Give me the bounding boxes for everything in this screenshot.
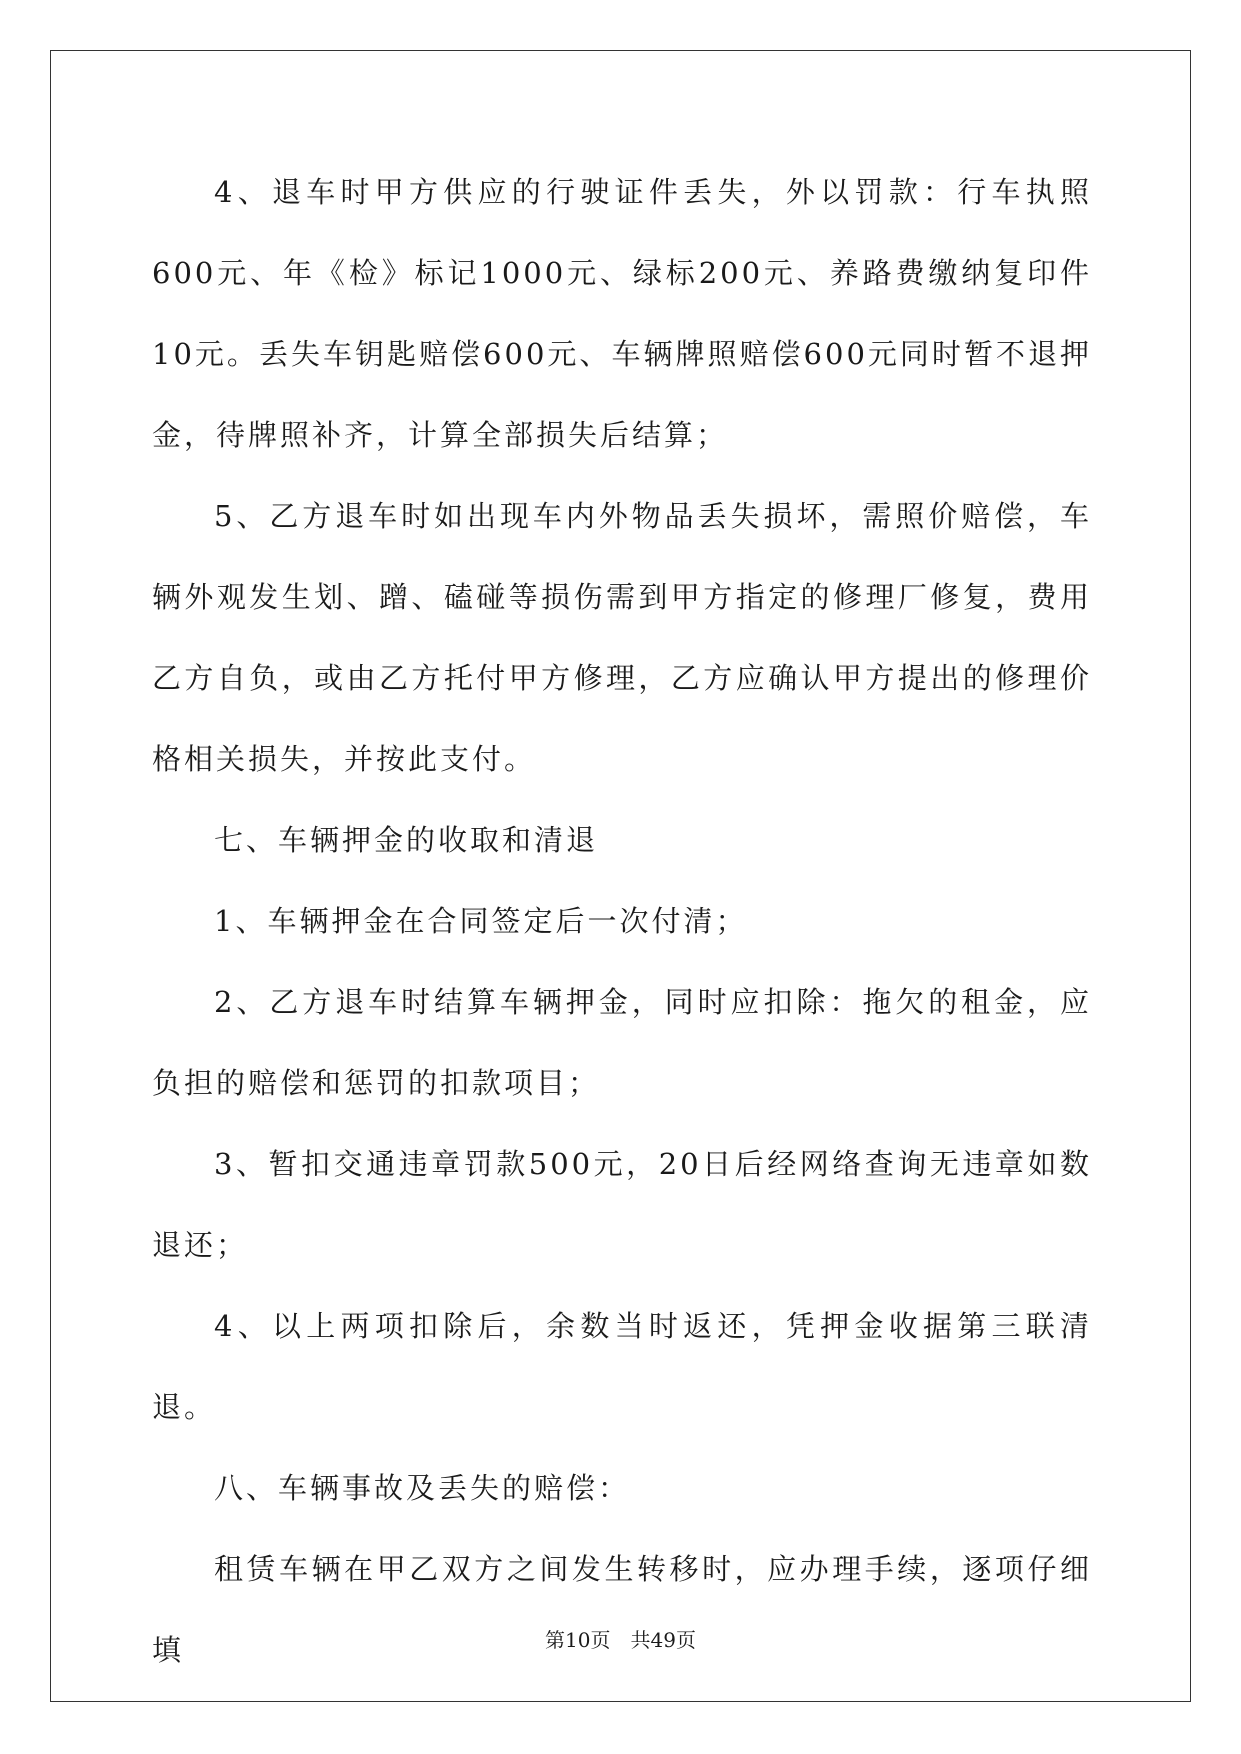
document-body [152,152,1092,1691]
paragraph-item-4-lost-documents: 4、退车时甲方供应的行驶证件丢失，外以罚款：行车执照600元、年《检》标记1000元、绿标200元、养路费缴纳复印件10元。丢失车钥匙赔偿600元、车辆牌照赔偿600元同时暂不退押金，待牌照补齐，计算全部损失后结算； [152,175,1092,452]
paragraph-deposit-3: 3、暂扣交通违章罚款500元，20日后经网络查询无违章如数退还； [152,1147,1092,1262]
section-heading-accident: 八、车辆事故及丢失的赔偿： [214,1471,631,1505]
paragraph-deposit-1: 1、车辆押金在合同签定后一次付清； [214,904,748,938]
section-heading-deposit: 七、车辆押金的收取和清退 [214,823,599,857]
paragraph-accident-intro: 租赁车辆在甲乙双方之间发生转移时，应办理手续，逐项仔细填 [152,1552,1092,1667]
paragraph-deposit-2: 2、乙方退车时结算车辆押金，同时应扣除：拖欠的租金，应负担的赔偿和惩罚的扣款项目； [152,985,1092,1100]
paragraph-item-5-damage: 5、乙方退车时如出现车内外物品丢失损坏，需照价赔偿，车辆外观发生划、蹭、磕碰等损伤需到甲方指定的修理厂修复，费用乙方自负，或由乙方托付甲方修理，乙方应确认甲方提出的修理价格相关损失，并按此支付。 [152,499,1092,776]
page-footer: 第10页 共49页 [545,1628,696,1652]
paragraph-deposit-4: 4、以上两项扣除后，余数当时返还，凭押金收据第三联清退。 [152,1309,1092,1424]
